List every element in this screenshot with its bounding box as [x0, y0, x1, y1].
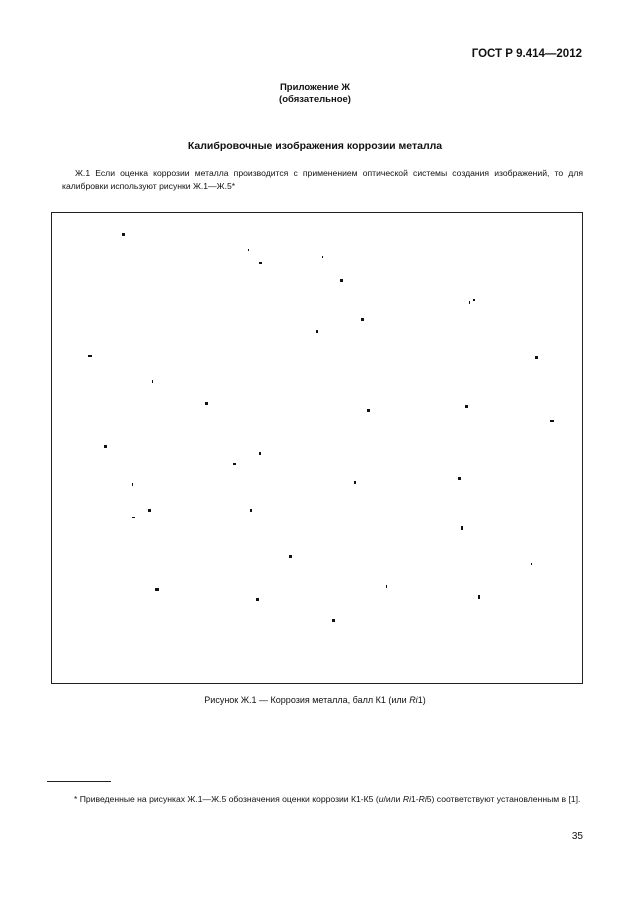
- figure-caption: [0, 695, 630, 705]
- corrosion-speck: [461, 526, 463, 530]
- caption-prefix: Рисунок Ж.1 — Коррозия металла, балл К1 (или: [204, 695, 410, 705]
- corrosion-speck: [152, 380, 153, 383]
- intro-paragraph: [62, 167, 583, 193]
- footnote: [48, 793, 583, 806]
- corrosion-speck: [248, 249, 249, 251]
- footnote-part2: /или: [383, 794, 403, 804]
- footnote-part3: 1-: [410, 794, 419, 804]
- corrosion-calibration-image: [51, 212, 583, 684]
- footnote-part1: * Приведенные на рисунках Ж.1—Ж.5 обозначения оценки коррозии К1-К5 (: [74, 794, 379, 804]
- corrosion-speck: [148, 509, 151, 512]
- caption-suffix: 1): [417, 695, 426, 705]
- caption-italic: Ri: [409, 695, 418, 705]
- corrosion-speck: [322, 256, 323, 258]
- corrosion-speck: [256, 598, 259, 601]
- page-number: 35: [571, 831, 583, 842]
- section-title: Калибровочные изображения коррозии металла: [187, 140, 443, 152]
- corrosion-speck: [367, 409, 370, 412]
- corrosion-speck: [531, 563, 532, 565]
- intro-paragraph-text: Ж.1 Если оценка коррозии металла производится с применением оптической системы создания изображений, то для калибровки используют рисунки Ж.1—Ж.5*: [62, 168, 583, 191]
- corrosion-speck: [132, 517, 135, 518]
- corrosion-speck: [233, 463, 236, 465]
- corrosion-speck: [354, 481, 356, 484]
- corrosion-speck: [550, 420, 554, 422]
- corrosion-speck: [155, 588, 159, 591]
- footnote-divider: [47, 781, 111, 782]
- corrosion-speck: [250, 509, 252, 512]
- corrosion-speck: [122, 233, 125, 236]
- corrosion-speck: [458, 477, 461, 480]
- corrosion-speck: [469, 301, 470, 304]
- footnote-italic1: и: [378, 794, 384, 804]
- corrosion-speck: [465, 405, 468, 408]
- footnote-italic2: Ri: [402, 794, 411, 804]
- corrosion-speck: [289, 555, 292, 558]
- corrosion-speck: [88, 355, 92, 357]
- corrosion-speck: [316, 330, 318, 333]
- corrosion-speck: [535, 356, 538, 359]
- corrosion-speck: [205, 402, 208, 405]
- corrosion-speck: [259, 452, 261, 455]
- corrosion-speck: [473, 299, 475, 301]
- corrosion-speck: [386, 585, 387, 588]
- footnote-part4: 5) соответствуют установленным в [1].: [426, 794, 581, 804]
- appendix-title: Приложение Ж: [279, 82, 351, 93]
- appendix-status: (обязательное): [279, 94, 351, 105]
- corrosion-speck: [132, 483, 133, 486]
- corrosion-speck: [259, 262, 262, 264]
- corrosion-speck: [332, 619, 335, 622]
- footnote-italic3: Ri: [418, 794, 427, 804]
- corrosion-speck: [104, 445, 107, 448]
- corrosion-speck: [478, 595, 480, 599]
- corrosion-speck: [361, 318, 364, 321]
- standard-code: ГОСТ Р 9.414—2012: [471, 48, 582, 60]
- corrosion-speck: [340, 279, 343, 282]
